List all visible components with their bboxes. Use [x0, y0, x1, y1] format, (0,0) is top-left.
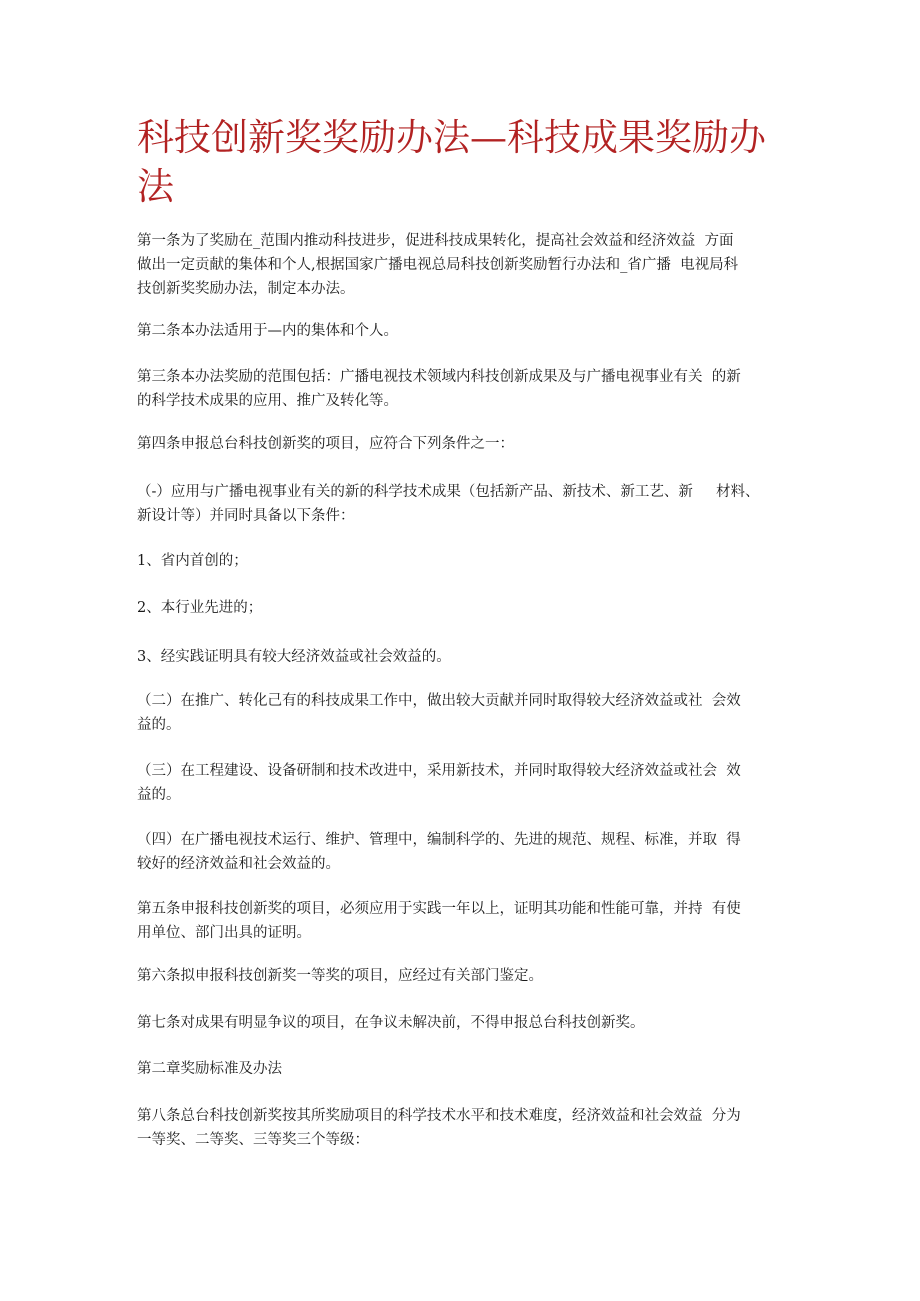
paragraph-line: 新设计等）并同时具备以下条件：: [137, 508, 355, 524]
list-item-1: [137, 549, 807, 573]
paragraph-line: 第四条申报总台科技创新奖的项目，应符合下列条件之一：: [137, 436, 514, 452]
paragraph-line: 2、本行业先进的；: [137, 600, 263, 616]
paragraph-line: 益的。: [137, 717, 181, 733]
paragraph-line: 用单位、部门出具的证明。: [137, 925, 311, 941]
paragraph-line: 第七条对成果有明显争议的项目，在争议未解决前，不得申报总台科技创新奖。: [137, 1015, 645, 1031]
article-4-paragraph: [137, 432, 807, 456]
paragraph-line: （二）在推广、转化己有的科技成果工作中，做出较大贡献并同时取得较大经济效益或社 会效: [137, 693, 741, 709]
paragraph-line: 3、经实践证明具有较大经济效益或社会效益的。: [137, 649, 451, 665]
paragraph-line: 的科学技术成果的应用、推广及转化等。: [137, 393, 398, 409]
list-item-3: [137, 645, 807, 669]
paragraph-line: （三）在工程建设、设备研制和技术改进中，采用新技术，并同时取得较大经济效益或社会 效: [137, 763, 741, 779]
article-3-paragraph: [137, 365, 807, 413]
article-8-paragraph: [137, 1104, 807, 1152]
paragraph-line: 做出一定贡献的集体和个人,根据国家广播电视总局科技创新奖励暂行办法和_省广播 电视局科: [137, 257, 739, 273]
paragraph-line: 技创新奖奖励办法，制定本办法。: [137, 281, 355, 297]
condition-1-paragraph: [137, 480, 807, 528]
paragraph-line: 一等奖、二等奖、三等奖三个等级：: [137, 1132, 369, 1148]
list-item-2: [137, 596, 807, 620]
condition-2-paragraph: [137, 689, 807, 737]
paragraph-line: 第三条本办法奖励的范围包括：广播电视技术领域内科技创新成果及与广播电视事业有关 的新: [137, 369, 741, 385]
paragraph-line: 第二条本办法适用于—内的集体和个人。: [137, 323, 398, 339]
article-5-paragraph: [137, 897, 807, 945]
document-title: 科技创新奖奖励办法—科技成果奖励办法: [137, 116, 766, 208]
article-1-paragraph: [137, 229, 807, 301]
paragraph-line: 第六条拟申报科技创新奖一等奖的项目，应经过有关部门鉴定。: [137, 968, 543, 984]
paragraph-line: （-）应用与广播电视事业有关的新的科学技术成果（包括新产品、新技术、新工艺、新 材料、: [137, 484, 760, 500]
article-7-paragraph: [137, 1011, 807, 1035]
paragraph-line: 第八条总台科技创新奖按其所奖励项目的科学技术水平和技术难度，经济效益和社会效益 分为: [137, 1108, 741, 1124]
paragraph-line: 第一条为了奖励在_范围内推动科技进步，促进科技成果转化，提高社会效益和经济效益 方面: [137, 233, 734, 249]
paragraph-line: 较好的经济效益和社会效益的。: [137, 856, 340, 872]
paragraph-line: 1、省内首创的；: [137, 553, 248, 569]
condition-4-paragraph: [137, 828, 807, 876]
article-6-paragraph: [137, 964, 807, 988]
article-2-paragraph: [137, 319, 807, 343]
paragraph-line: 第二章奖励标准及办法: [137, 1061, 282, 1077]
chapter-2-heading: [137, 1057, 807, 1081]
paragraph-line: 第五条申报科技创新奖的项目，必须应用于实践一年以上，证明其功能和性能可靠，并持 有使: [137, 901, 741, 917]
paragraph-line: （四）在广播电视技术运行、维护、管理中，编制科学的、先进的规范、规程、标准，并取 得: [137, 832, 741, 848]
condition-3-paragraph: [137, 759, 807, 807]
paragraph-line: 益的。: [137, 787, 181, 803]
